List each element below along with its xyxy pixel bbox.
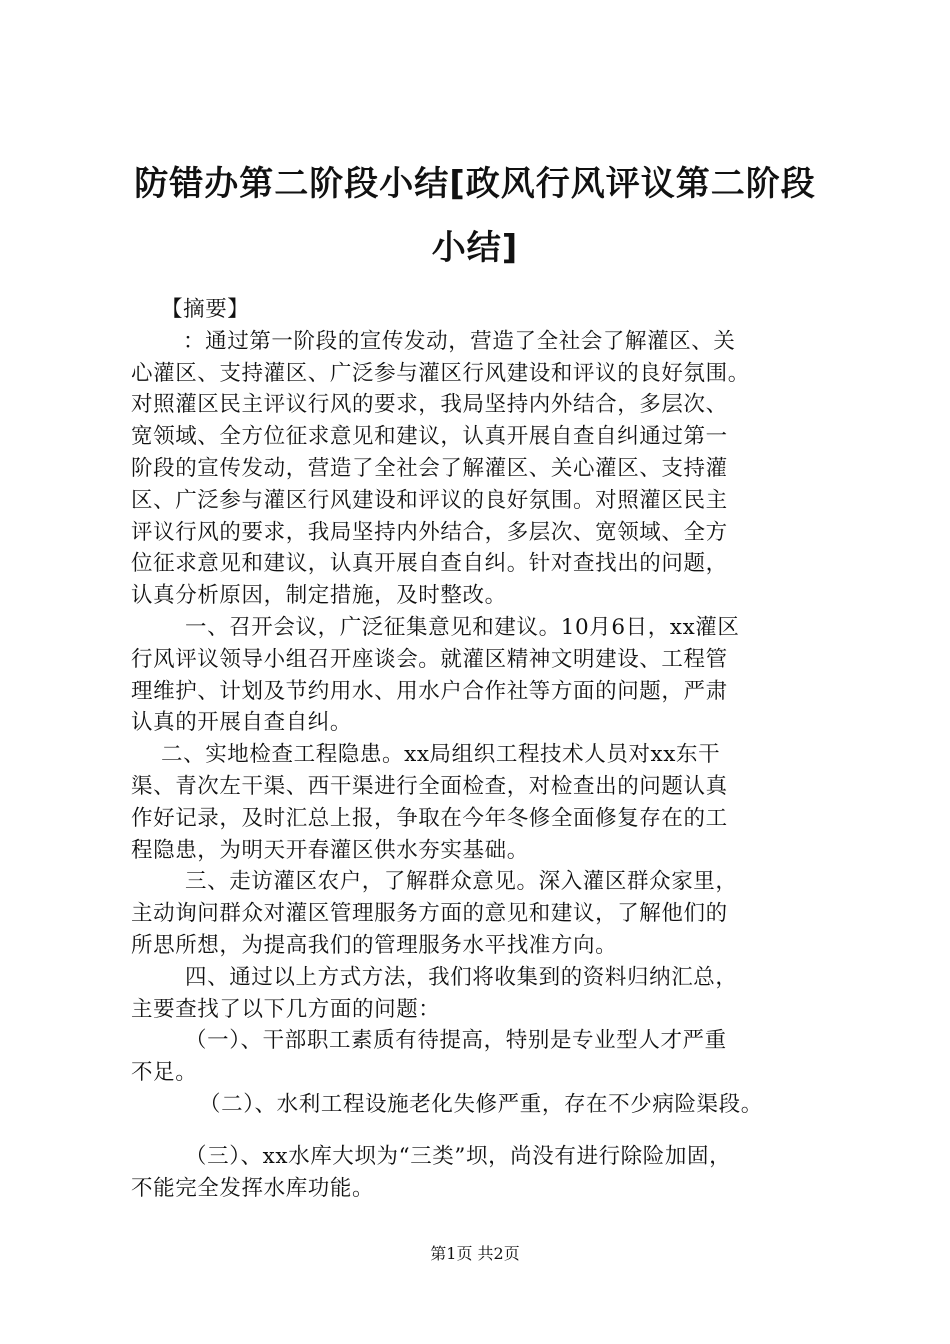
paragraph-line: 程隐患，为明天开春灌区供水夯实基础。 [131,837,529,863]
paragraph-line: 位征求意见和建议，认真开展自查自纠。针对查找出的问题， [131,551,728,577]
paragraph-line: 行风评议领导小组召开座谈会。就灌区精神文明建设、工程管 [131,646,728,672]
paragraph-line: ：通过第一阶段的宣传发动，营造了全社会了解灌区、关 [183,328,736,354]
document-title [120,152,830,280]
paragraph-line: 对照灌区民主评议行风的要求，我局坚持内外结合，多层次、 [131,392,728,418]
paragraph-line: 作好记录，及时汇总上报，争取在今年冬修全面修复存在的工 [131,805,728,831]
paragraph-line: 主要查找了以下几方面的问题： [131,996,441,1022]
paragraph-line: 区、广泛参与灌区行风建设和评议的良好氛围。对照灌区民主 [131,487,728,513]
paragraph-line: 理维护、计划及节约用水、用水户合作社等方面的问题，严肃 [131,678,728,704]
paragraph-line: （三）、xx水库大坝为“三类”坝，尚没有进行除险加固， [185,1143,732,1169]
paragraph-line: 三、走访灌区农户，了解群众意见。深入灌区群众家里， [185,869,738,895]
paragraph-line: 一、召开会议，广泛征集意见和建议。10月6日，xx灌区 [185,614,740,640]
paragraph-line: 认真的开展自查自纠。 [131,710,353,736]
paragraph-line: 不足。 [131,1060,198,1086]
paragraph-line: 阶段的宣传发动，营造了全社会了解灌区、关心灌区、支持灌 [131,455,728,481]
title-line-2: 小结] [431,228,519,268]
page-number-footer: 第1页 共2页 [430,1244,520,1263]
paragraph-line: 评议行风的要求，我局坚持内外结合，多层次、宽领域、全方 [131,519,728,545]
paragraph-line: 二、实地检查工程隐患。xx局组织工程技术人员对xx东干 [161,742,721,768]
paragraph-line: （二）、水利工程设施老化失修严重，存在不少病险渠段。 [199,1091,763,1117]
paragraph-line: 宽领域、全方位征求意见和建议，认真开展自查自纠通过第一 [131,424,728,450]
paragraph-line: 所思所想，为提高我们的管理服务水平找准方向。 [131,932,618,958]
paragraph-gap [131,1121,831,1141]
document-body [131,294,831,1204]
paragraph-line: 四、通过以上方式方法，我们将收集到的资料归纳汇总， [185,964,738,990]
title-line-1: 防错办第二阶段小结[政风行风评议第二阶段 [134,164,816,204]
paragraph-line: 主动询问群众对灌区管理服务方面的意见和建议，了解他们的 [131,901,728,927]
paragraph-line: 渠、青次左干渠、西干渠进行全面检查，对检查出的问题认真 [131,773,728,799]
paragraph-line: （一）、干部职工素质有待提高，特别是专业型人才严重 [185,1028,727,1054]
paragraph-line: 不能完全发挥水库功能。 [131,1175,375,1201]
abstract-label: 【摘要】 [161,297,250,322]
paragraph-line: 心灌区、支持灌区、广泛参与灌区行风建设和评议的良好氛围。 [131,360,750,386]
paragraph-line: 认真分析原因，制定措施，及时整改。 [131,583,507,609]
